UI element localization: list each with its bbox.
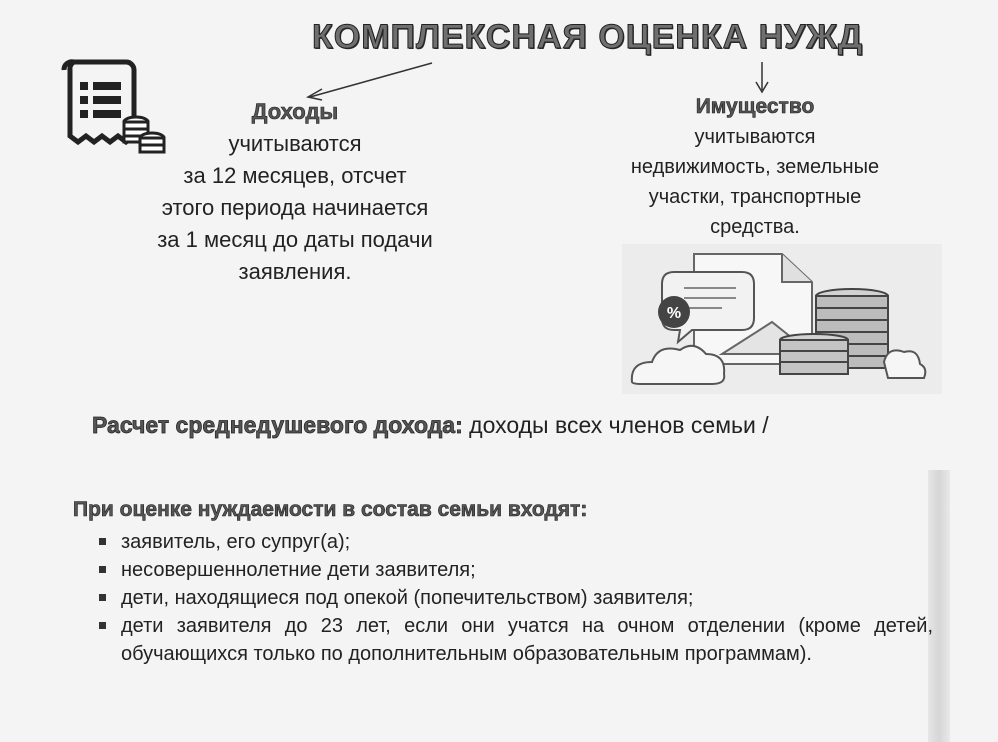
income-block bbox=[95, 96, 495, 288]
property-line: недвижимость, земельные bbox=[630, 156, 880, 178]
property-block bbox=[590, 92, 920, 242]
property-line: участки, транспортные bbox=[648, 186, 862, 208]
income-line: учитываются bbox=[228, 131, 362, 156]
income-heading: Доходы bbox=[251, 99, 339, 124]
list-item: дети заявителя до 23 лет, если они учатся на очном отделении (кроме детей, обучающихся только по дополнительным образовательным программам). bbox=[99, 612, 933, 668]
family-heading: При оценке нуждаемости в состав семьи входят: bbox=[73, 498, 588, 521]
list-item: заявитель, его супруг(а); bbox=[99, 528, 933, 556]
list-item: дети, находящиеся под опекой (попечительством) заявителя; bbox=[99, 584, 933, 612]
family-section bbox=[73, 498, 933, 668]
formula-label: Расчет среднедушевого дохода: bbox=[92, 412, 463, 438]
page-title: КОМПЛЕКСНАЯ ОЦЕНКА НУЖД bbox=[312, 18, 864, 56]
family-list bbox=[73, 528, 933, 668]
income-line: заявления. bbox=[238, 259, 352, 284]
percent-label: % bbox=[666, 305, 682, 322]
income-formula bbox=[92, 412, 769, 439]
income-line: за 12 месяцев, отсчет bbox=[183, 163, 407, 188]
property-line: учитываются bbox=[694, 126, 816, 148]
income-line: за 1 месяц до даты подачи bbox=[157, 227, 433, 252]
list-item: несовершеннолетние дети заявителя; bbox=[99, 556, 933, 584]
property-heading: Имущество bbox=[695, 95, 815, 118]
formula-text: доходы всех членов семьи / bbox=[462, 412, 769, 438]
property-line: средства. bbox=[710, 216, 800, 238]
document-coins-cloud-icon bbox=[622, 244, 942, 394]
income-line: этого периода начинается bbox=[161, 195, 429, 220]
